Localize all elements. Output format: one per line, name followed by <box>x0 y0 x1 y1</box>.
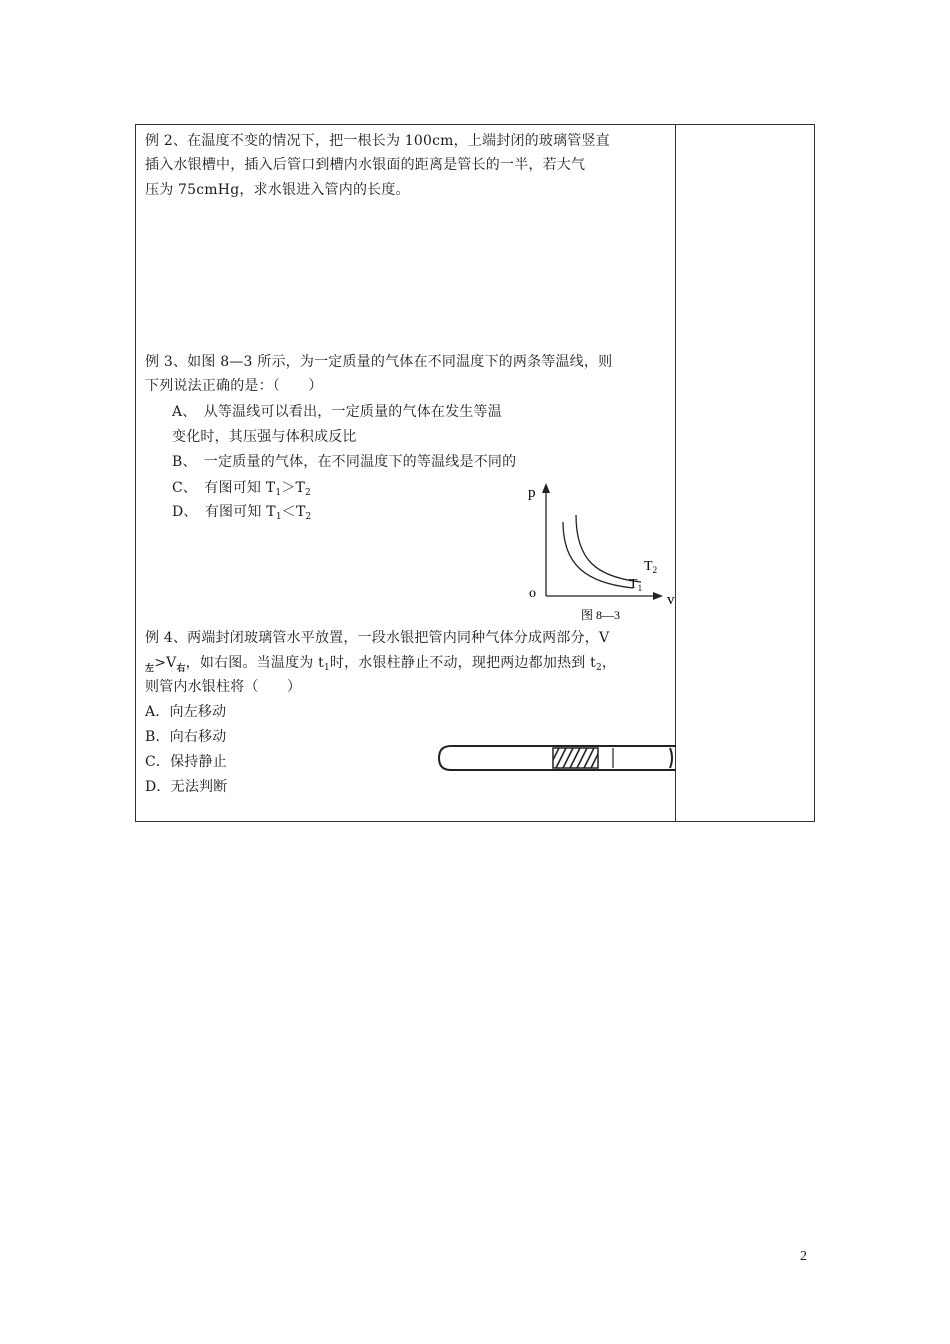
worksheet-table <box>135 124 815 822</box>
ex2-line3: 压为 75cmHg，求水银进入管内的长度。 <box>145 182 410 198</box>
p-axis-label: p <box>528 485 536 501</box>
glass-tube-figure <box>436 739 676 775</box>
ex4-option-d: D．无法判断 <box>145 779 228 795</box>
t2-label: $T_2$ <box>644 559 658 575</box>
ex2-line1: 例 2、在温度不变的情况下，把一根长为 100cm，上端封闭的玻璃管竖直 <box>145 133 610 149</box>
isotherm-t1 <box>563 522 633 588</box>
ex3-option-b: B、 一定质量的气体，在不同温度下的等温线是不同的 <box>172 454 517 470</box>
mercury-hatching <box>548 746 602 770</box>
origin-label: o <box>529 586 536 601</box>
figure-caption: 图 8—3 <box>581 608 621 622</box>
ex3-option-c: C、 有图可知 $T_1>T_2$ <box>172 480 311 498</box>
t1-label: $T_1$ <box>629 577 643 593</box>
ex2-line2: 插入水银槽中，插入后管口到槽内水银面的距离是管长的一半，若大气 <box>145 157 586 173</box>
ex3-option-a-2: 变化时，其压强与体积成反比 <box>172 429 357 445</box>
ex4-option-c: C．保持静止 <box>145 754 227 770</box>
p-axis-arrow <box>542 483 550 493</box>
column-divider <box>675 125 676 821</box>
ex3-line1: 例 3、如图 8—3 所示，为一定质量的气体在不同温度下的两条等温线，则 <box>145 354 613 370</box>
isotherm-figure <box>526 480 676 625</box>
page-number: 2 <box>800 1249 807 1264</box>
ex4-line2: $_左>V_右$，如右图。当温度为 $t_1$时，水银柱静止不动，现把两边都加热到 $t_2$， <box>145 655 617 674</box>
ex3-line2: 下列说法正确的是：（ ） <box>145 378 323 394</box>
ex4-option-b: B．向右移动 <box>145 729 227 745</box>
ex4-line1: 例 4、两端封闭玻璃管水平放置，一段水银把管内同种气体分成两部分，V <box>145 630 610 646</box>
ex3-option-a-1: A、 从等温线可以看出，一定质量的气体在发生等温 <box>172 404 502 420</box>
v-axis-arrow <box>653 592 663 600</box>
ex4-line3: 则管内水银柱将（ ） <box>145 679 302 695</box>
isotherm-t2 <box>576 515 641 582</box>
v-axis-label: v <box>667 592 675 608</box>
tube-right-end <box>670 748 672 768</box>
ex4-option-a: A．向左移动 <box>145 704 227 720</box>
ex3-option-d: D、 有图可知 $T_1<T_2$ <box>172 504 312 522</box>
